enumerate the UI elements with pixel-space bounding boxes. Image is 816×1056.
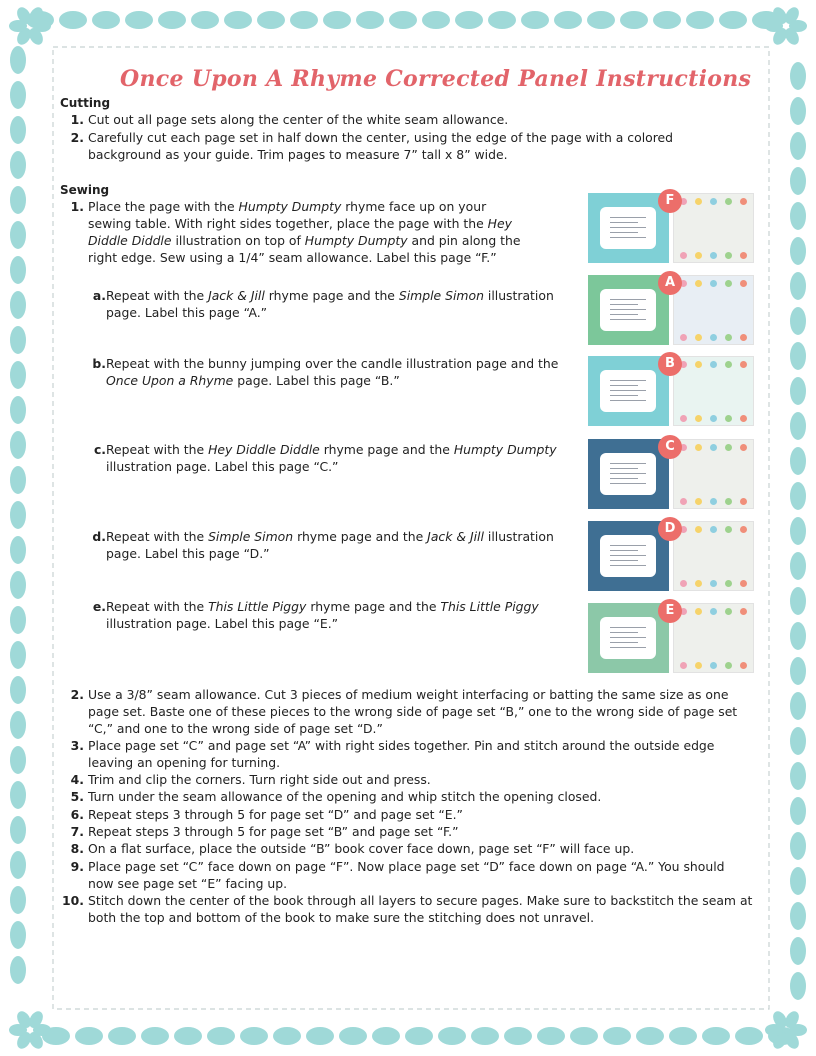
- page-label-badge: E: [658, 599, 682, 623]
- illustration-page-image: [673, 356, 754, 426]
- page-label-badge: B: [658, 352, 682, 376]
- panel-thumbnail-c: [588, 439, 754, 509]
- rhyme-page-image: [588, 521, 669, 591]
- page-title: Once Upon A Rhyme Corrected Panel Instructions: [120, 66, 752, 92]
- panel-thumbnail-a: [588, 275, 754, 345]
- illustration-page-image: [673, 193, 754, 263]
- page-label-badge: D: [658, 517, 682, 541]
- illustration-page-image: [673, 603, 754, 673]
- rhyme-text-card: [600, 289, 656, 331]
- rhyme-page-image: [588, 193, 669, 263]
- rhyme-text-card: [600, 207, 656, 249]
- illustration-page-image: [673, 439, 754, 509]
- panel-thumbnail-e: [588, 603, 754, 673]
- panel-thumbnail-d: [588, 521, 754, 591]
- rhyme-page-image: [588, 356, 669, 426]
- rhyme-text-card: [600, 453, 656, 495]
- illustration-page-image: [673, 275, 754, 345]
- sewing-heading: Sewing: [60, 183, 110, 197]
- page-label-badge: F: [658, 189, 682, 213]
- panel-thumbnail-b: [588, 356, 754, 426]
- page-label-badge: A: [658, 271, 682, 295]
- rhyme-page-image: [588, 603, 669, 673]
- instruction-page: Once Upon A Rhyme Corrected Panel Instructions Cutting 1. Cut out all page sets along the center of the white seam allowance. 2. Carefully cut each page set in half down the center, using the edge of the page with a colored background as your guide. Trim pages to measure 7” tall x 8” wide. Sewing 1. Place the page with the Humpty Dumpty rhyme face up on your sewing table. With right sides together, place the page with the Hey Diddle Diddle illustration on top of Humpty Dumpty and pin along the right edge. Sew using a 1/4” seam allowance. Label this page “F.” a. Repeat with the Jack & Jill rhyme page and the Simple Simon illustration page. Label this page “A.” b. Repeat with the bunny jumping over the candle illustration page and the Once Upon a Rhyme page. Label this page “B.” c. Repeat with the Hey Diddle Diddle rhyme page and the Humpty Dumpty illustration page. Label this page “C.” d. Repeat with the Simple Simon rhyme page and the Jack & Jill illustration page. Label this page “D.” e. Repeat with the This Little Piggy rhyme page and the This Little Piggy illustration page. Label this page “E.” 2. Use a 3/8” seam allowance. Cut 3 pieces of medium weight interfacing or batting the same size as one page set. Baste one of these pieces to the wrong side of page set “B,” one to the wrong side of page set “C,” and one to the wrong side of page set “D.” 3. Place page set “C” and page set “A” with right sides together. Pin and stitch around the outside edge leaving an opening for turning. 4. Trim and clip the corners. Turn right side out and press. 5. Turn under the seam allowance of the opening and whip stitch the opening closed. 6. Repeat steps 3 through 5 for page set “D” and page set “E.” 7. Repeat steps 3 through 5 for page set “B” and page set “F.” 8. On a flat surface, place the outside “B” book cover face down, page set “F” will face up. 9. Place page set “C” face down on page “F”. Now place page set “D” face down on page “A.” You should now see page set “E” facing up. 10. Stitch down the center of the book through all layers to secure pages. Make sure to backstitch the seam at both the top and bottom of the book to make sure the stitching does not unravel. F A B C D E: [0, 0, 816, 1056]
- illustration-page-image: [673, 521, 754, 591]
- page-label-badge: C: [658, 435, 682, 459]
- panel-thumbnail-f: [588, 193, 754, 263]
- rhyme-text-card: [600, 370, 656, 412]
- rhyme-text-card: [600, 617, 656, 659]
- rhyme-text-card: [600, 535, 656, 577]
- rhyme-page-image: [588, 275, 669, 345]
- cutting-heading: Cutting: [60, 96, 111, 110]
- rhyme-page-image: [588, 439, 669, 509]
